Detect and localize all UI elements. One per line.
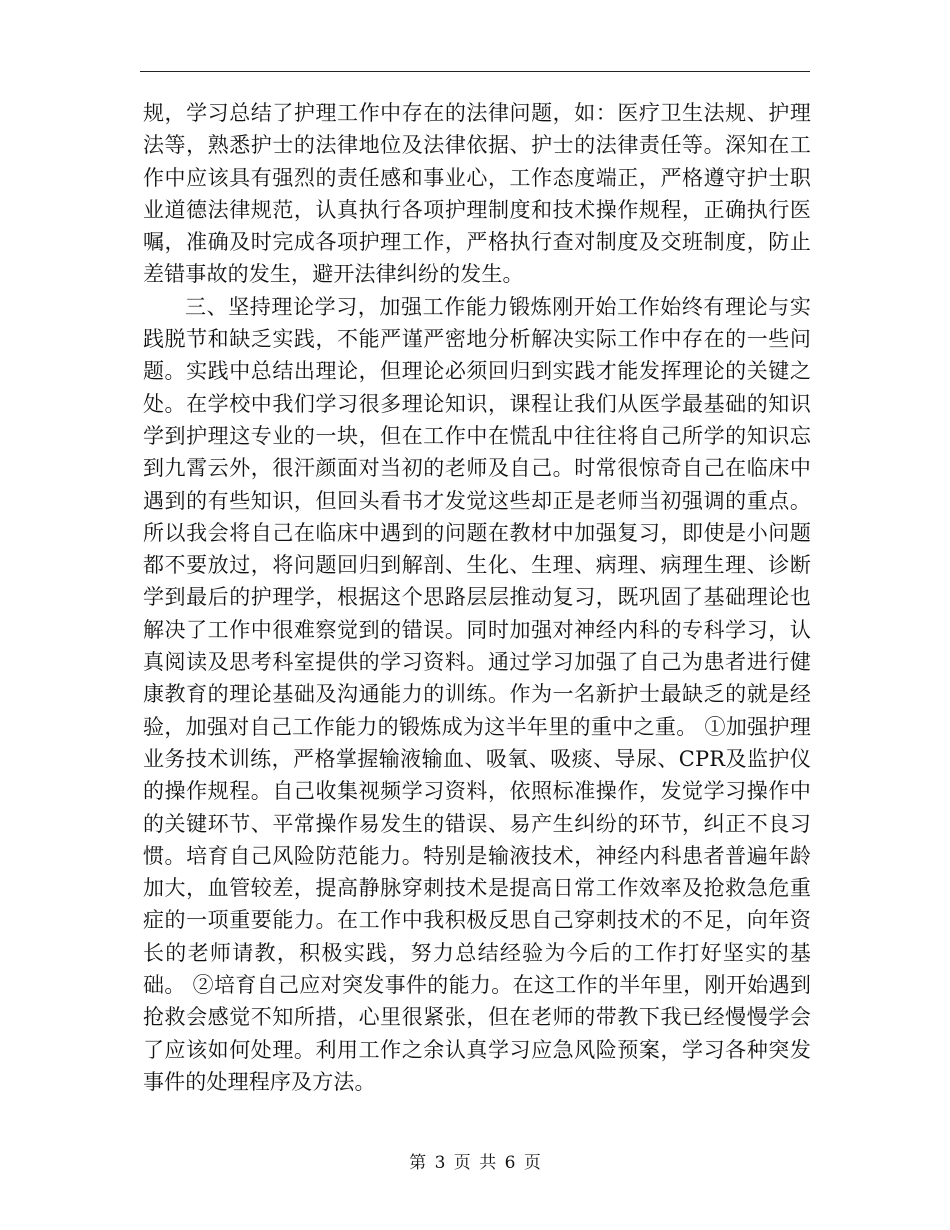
- document-body: [143, 97, 811, 1098]
- paragraph-continued: 规，学习总结了护理工作中存在的法律问题，如：医疗卫生法规、护理法等，熟悉护士的法律地位及法律依据、护士的法律责任等。深知在工作中应该具有强烈的责任感和事业心，工作态度端正，严格遵守护士职业道德法律规范，认真执行各项护理制度和技术操作规程，正确执行医嘱，准确及时完成各项护理工作，严格执行查对制度及交班制度，防止差错事故的发生，避开法律纠纷的发生。: [143, 101, 811, 287]
- page-number: 第 3 页 共 6 页: [409, 1153, 541, 1173]
- header-rule: [140, 71, 810, 72]
- paragraph-section-three: 三、坚持理论学习，加强工作能力锻炼刚开始工作始终有理论与实践脱节和缺乏实践，不能严谨严密地分析解决实际工作中存在的一些问题。实践中总结出理论，但理论必须回归到实践才能发挥理论的关键之处。在学校中我们学习很多理论知识，课程让我们从医学最基础的知识学到护理这专业的一块，但在工作中在慌乱中往往将自己所学的知识忘到九霄云外，很汗颜面对当初的老师及自己。时常很惊奇自己在临床中遇到的有些知识，但回头看书才发觉这些却正是老师当初强调的重点。所以我会将自己在临床中遇到的问题在教材中加强复习，即使是小问题都不要放过，将问题回归到解剖、生化、生理、病理、病理生理、诊断学到最后的护理学，根据这个思路层层推动复习，既巩固了基础理论也解决了工作中很难察觉到的错误。同时加强对神经内科的专科学习，认真阅读及思考科室提供的学习资料。通过学习加强了自己为患者进行健康教育的理论基础及沟通能力的训练。作为一名新护士最缺乏的就是经验，加强对自己工作能力的锻炼成为这半年里的重中之重。 ①加强护理业务技术训练，严格掌握输液输血、吸氧、吸痰、导尿、CPR及监护仪的操作规程。自己收集视频学习资料，依照标准操作，发觉学习操作中的关键环节、平常操作易发生的错误、易产生纠纷的环节，纠正不良习惯。培育自己风险防范能力。特别是输液技术，神经内科患者普遍年龄加大，血管较差，提高静脉穿刺技术是提高日常工作效率及抢救急危重症的一项重要能力。在工作中我积极反思自己穿刺技术的不足，向年资长的老师请教，积极实践，努力总结经验为今后的工作打好坚实的基础。 ②培育自己应对突发事件的能力。在这工作的半年里，刚开始遇到抢救会感觉不知所措，心里很紧张，但在老师的带教下我已经慢慢学会了应该如何处理。利用工作之余认真学习应急风险预案，学习各种突发事件的处理程序及方法。: [143, 294, 811, 1094]
